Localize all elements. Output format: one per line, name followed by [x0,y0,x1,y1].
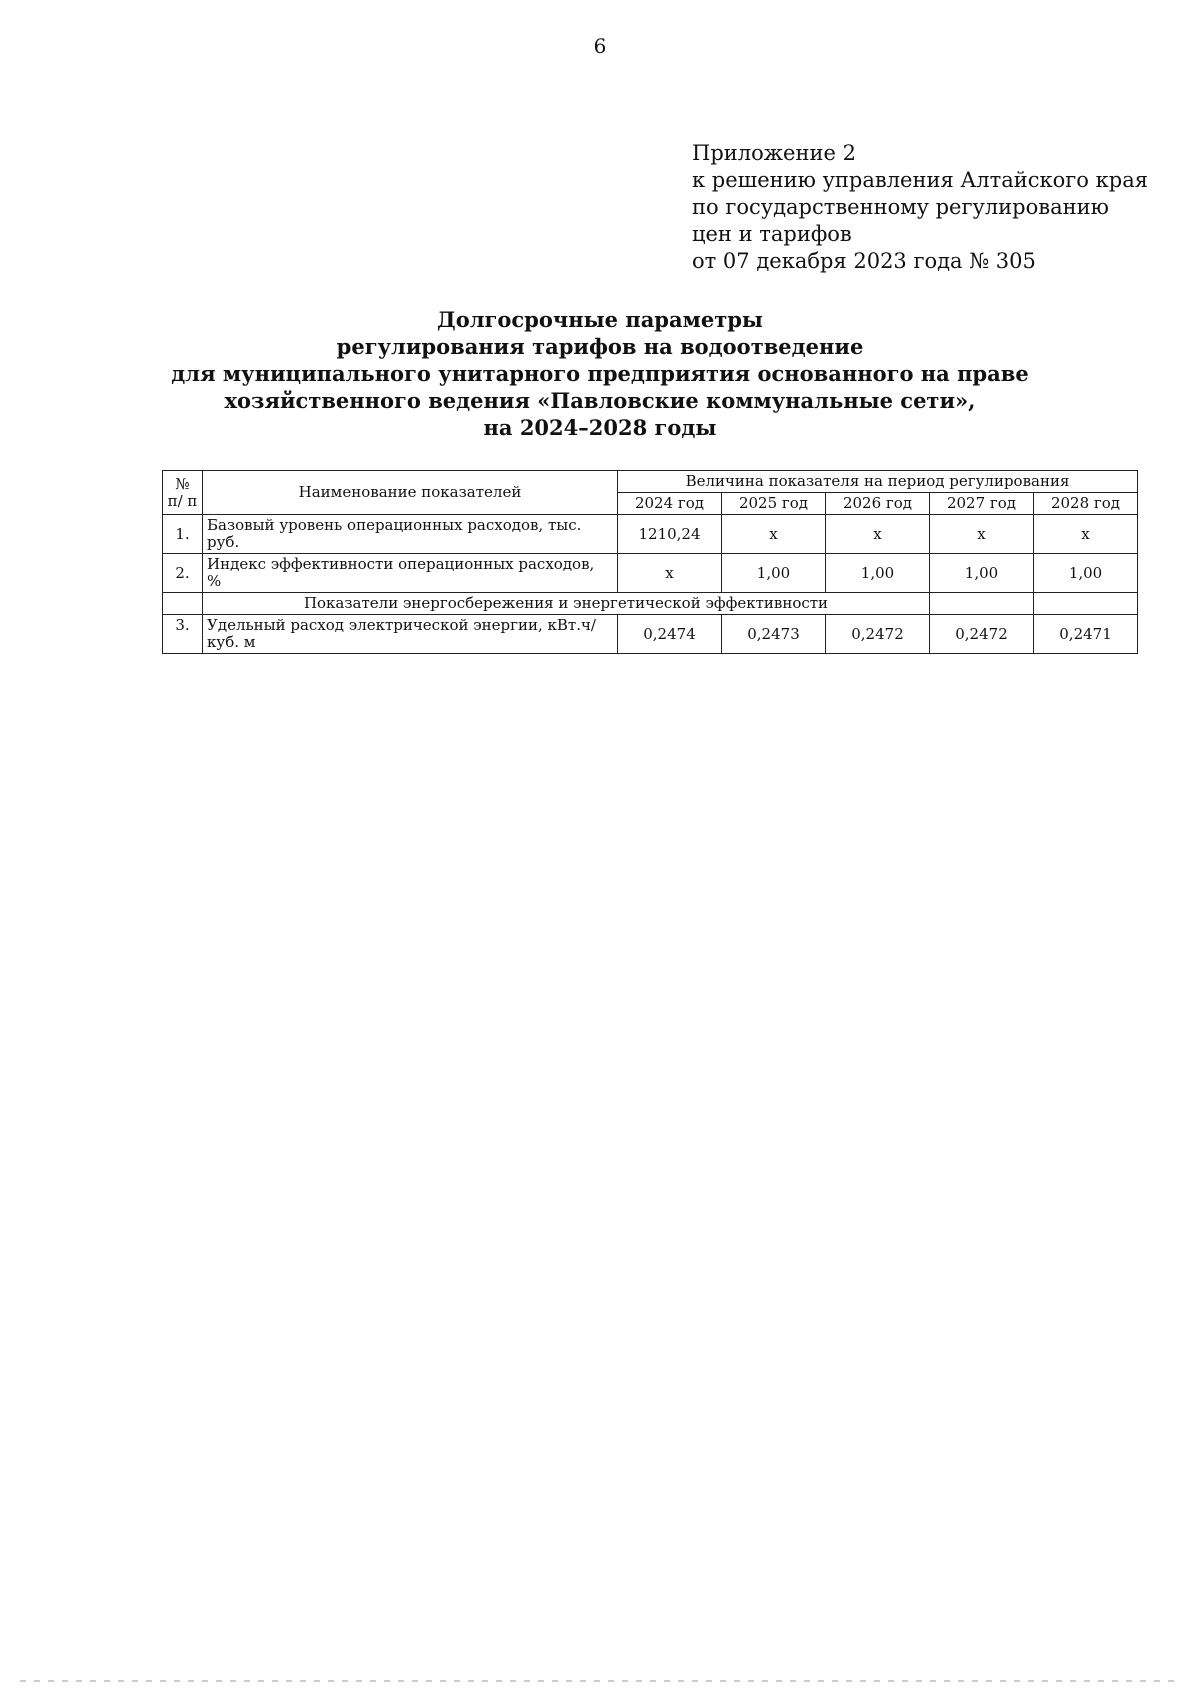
header-year: 2025 год [722,493,826,515]
row-value: х [618,554,722,593]
appendix-line: Приложение 2 [692,141,856,165]
row-indicator-name: Индекс эффективности операционных расходов, % [203,554,618,593]
header-period: Величина показателя на период регулирования [618,471,1138,493]
title-line: Долгосрочные параметры [437,307,763,332]
header-year: 2027 год [930,493,1034,515]
header-year: 2028 год [1034,493,1138,515]
appendix-line: от 07 декабря 2023 года № 305 [692,249,1036,273]
document-title [0,306,1200,441]
header-indicator-name: Наименование показателей [203,471,618,515]
row-number: 1. [163,515,203,554]
title-line: хозяйственного ведения «Павловские коммунальные сети», [224,388,976,413]
row-value: 1,00 [930,554,1034,593]
row-value: 0,2473 [722,615,826,654]
header-year: 2026 год [826,493,930,515]
row-value: 0,2472 [930,615,1034,654]
table-row [163,615,1138,654]
row-value: 0,2471 [1034,615,1138,654]
scan-footer-line [20,1680,1180,1682]
section-header: Показатели энергосбережения и энергетической эффективности [203,593,930,615]
row-value: 1,00 [826,554,930,593]
row-number: 3. [163,615,203,654]
appendix-block [692,140,1172,275]
header-year: 2024 год [618,493,722,515]
row-value: 0,2474 [618,615,722,654]
section-header-spacer [163,593,203,615]
parameters-table [162,470,1138,654]
row-value: х [826,515,930,554]
row-value: 0,2472 [826,615,930,654]
row-value: 1,00 [1034,554,1138,593]
section-header-spacer [1034,593,1138,615]
appendix-line: к решению управления Алтайского края [692,168,1148,192]
title-line: на 2024–2028 годы [483,415,717,440]
row-value: х [722,515,826,554]
table-row [163,554,1138,593]
row-number: 2. [163,554,203,593]
page-number: 6 [593,34,607,58]
table-header-row [163,471,1138,493]
title-line: для муниципального унитарного предприятия основанного на праве [171,361,1029,386]
title-line: регулирования тарифов на водоотведение [336,334,864,359]
appendix-line: по государственному регулированию [692,195,1109,219]
row-value: х [930,515,1034,554]
row-indicator-name: Удельный расход электрической энергии, кВт.ч/куб. м [203,615,618,654]
table-row [163,515,1138,554]
header-number: № п/ п [163,471,203,515]
row-indicator-name: Базовый уровень операционных расходов, тыс. руб. [203,515,618,554]
row-value: 1210,24 [618,515,722,554]
row-value: х [1034,515,1138,554]
row-value: 1,00 [722,554,826,593]
appendix-line: цен и тарифов [692,222,852,246]
section-header-row [163,593,1138,615]
section-header-spacer [930,593,1034,615]
